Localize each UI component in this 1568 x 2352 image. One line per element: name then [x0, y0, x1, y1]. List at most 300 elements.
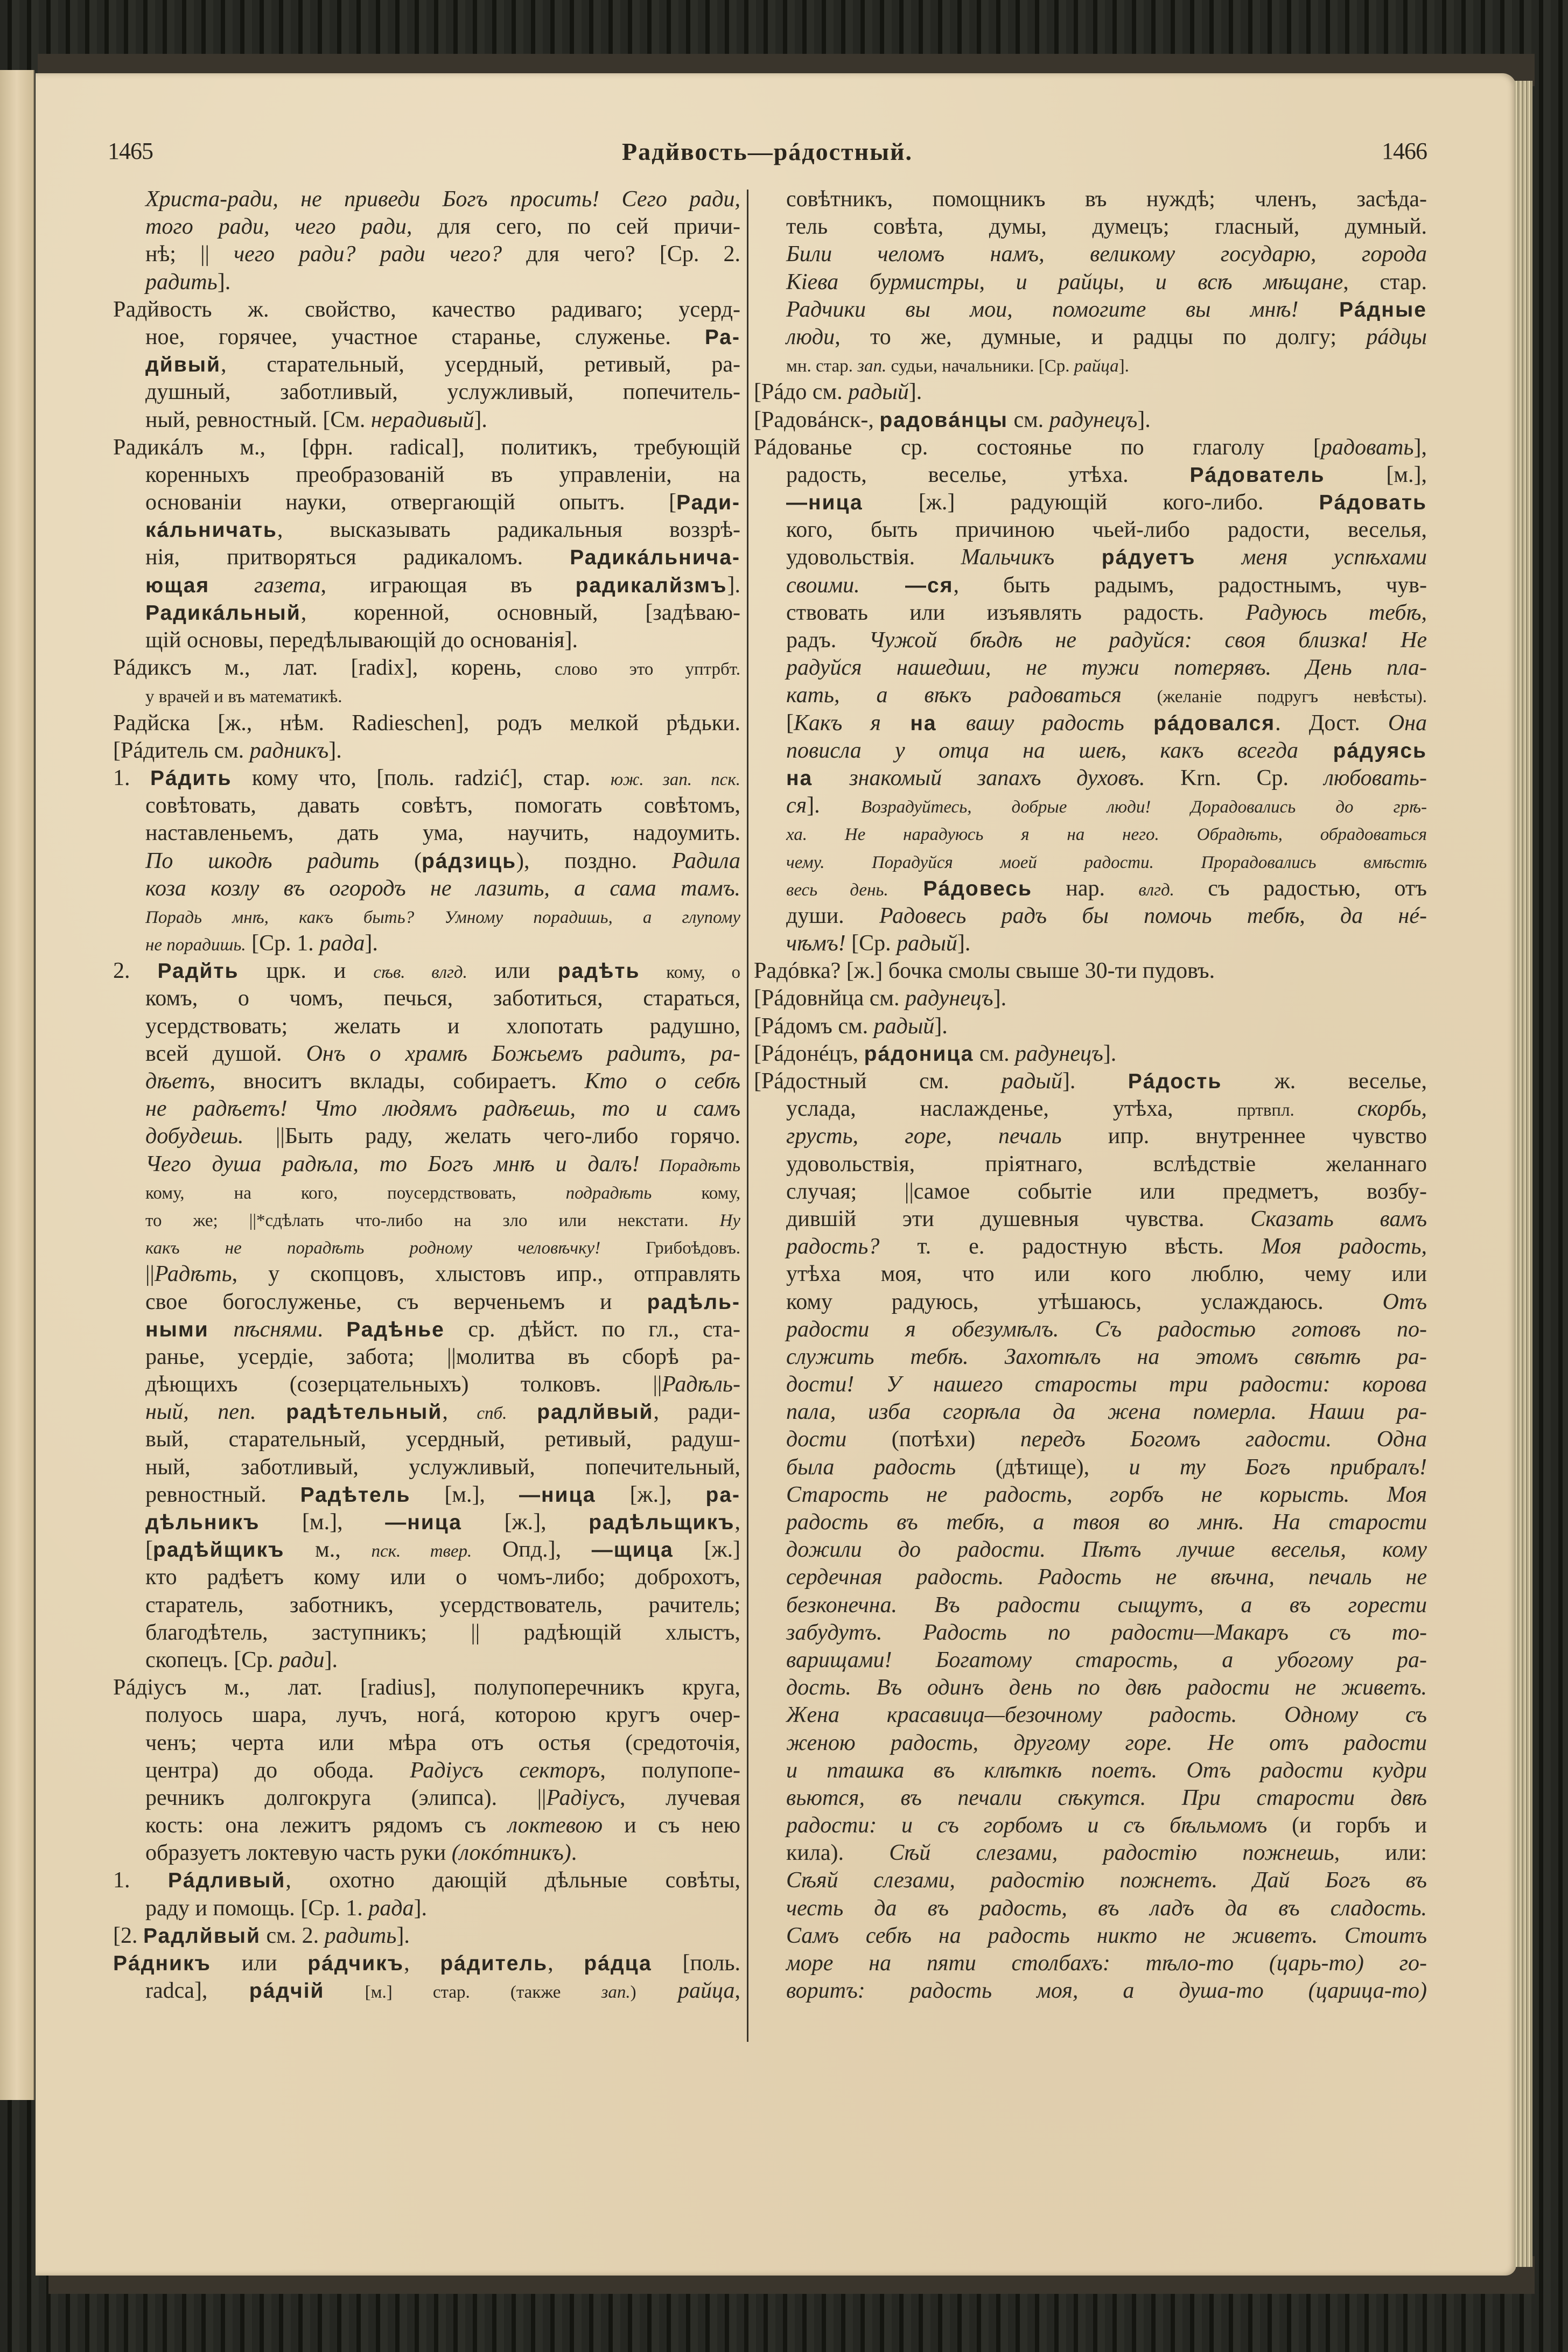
text-segment: или	[211, 1951, 308, 1976]
text-segment: Чужой бѣдѣ не радуйся: своя близка! Не	[869, 628, 1427, 653]
text-line	[113, 1178, 740, 1206]
text-segment: Кто о себѣ	[584, 1069, 740, 1094]
text-line	[113, 1261, 740, 1288]
page-header	[108, 137, 1427, 170]
text-segment: не радѣетъ! Что людямъ радѣешь, то и самъ	[145, 1096, 740, 1122]
headword: ющая	[145, 573, 254, 597]
text-segment: нія, притворяться радикаломъ.	[145, 545, 570, 570]
text-segment: (	[379, 848, 422, 873]
text-segment: радый	[1002, 1069, 1062, 1094]
text-line	[754, 489, 1427, 516]
text-line	[754, 820, 1427, 847]
text-line	[754, 1398, 1427, 1426]
headword: Рáдливый	[167, 1869, 286, 1893]
text-line	[113, 1922, 740, 1950]
text-line	[113, 1398, 740, 1426]
text-segment: сердечная радость. Радость не вѣчна, печаль не	[786, 1565, 1427, 1590]
text-segment: (дѣтище),	[956, 1454, 1129, 1480]
text-segment: подрадѣть	[565, 1183, 652, 1203]
headword: —ница	[786, 491, 863, 515]
text-line	[113, 1895, 740, 1922]
headword: рáдзиць	[421, 849, 517, 873]
text-segment: ].	[993, 986, 1007, 1011]
text-segment: женою радость, другому горе. Не отъ радости	[786, 1730, 1427, 1755]
text-line	[113, 1371, 740, 1398]
text-segment: [ж.] радующій кого-либо.	[863, 490, 1319, 515]
headword: —щица	[591, 1538, 674, 1562]
text-line	[754, 985, 1427, 1012]
text-segment: , быть радымъ, радостнымъ, чув-	[953, 572, 1427, 598]
text-segment: Сѣй слезами, радостію пожнешь,	[889, 1840, 1340, 1866]
column-divider	[747, 190, 748, 2042]
text-line	[113, 930, 740, 957]
text-segment: Рáдованье ср. состоянье по глаголу [	[754, 435, 1321, 460]
text-line	[113, 1426, 740, 1453]
text-line	[113, 351, 740, 379]
text-segment: кила).	[786, 1840, 890, 1866]
text-segment: и пташка въ клѣткѣ поетъ. Отъ радости кудри	[786, 1758, 1427, 1783]
text-segment: люди	[786, 324, 835, 349]
text-line	[113, 985, 740, 1012]
text-segment: была радость	[786, 1454, 956, 1480]
text-line	[754, 902, 1427, 930]
text-segment: Моя радость,	[1261, 1234, 1427, 1259]
text-segment: мн. стар.	[786, 356, 858, 376]
text-segment: Мальчикъ	[961, 545, 1055, 570]
text-segment: Радчики вы мои, помогите вы мнѣ!	[786, 297, 1299, 322]
headword: рáдца	[584, 1952, 652, 1975]
text-line	[113, 461, 740, 489]
text-segment: Радила	[671, 848, 740, 873]
text-segment: коза козлу въ огородъ не лазить, а сама тамъ.	[145, 876, 740, 901]
text-segment: ж. веселье,	[1222, 1069, 1427, 1094]
text-segment: ), поздно.	[516, 848, 672, 873]
headword: радовáнцы	[879, 408, 1008, 432]
headword: —ница	[385, 1511, 462, 1534]
text-segment: [Рáдо см.	[754, 380, 849, 405]
text-segment: юж. зап. пск.	[610, 769, 741, 789]
right-column	[754, 186, 1427, 2005]
text-segment: благодѣтель, заступникъ; || радѣющій хлыстъ,	[145, 1620, 740, 1645]
text-segment: кому, о	[640, 963, 741, 983]
text-segment: Ну	[719, 1210, 740, 1230]
text-segment: Грибоѣдовъ.	[600, 1238, 741, 1258]
text-segment: дившій эти душевныя чувства.	[786, 1206, 1251, 1231]
text-segment: ].	[1137, 407, 1151, 432]
text-segment: Радйска [ж., нѣм. Radieschen], родъ мелкой рѣдьки.	[113, 710, 740, 736]
text-line	[754, 957, 1427, 985]
headword: Радлйвый	[143, 1924, 261, 1948]
text-segment: дости	[786, 1427, 847, 1452]
text-segment: кому что, [поль. radzić], стар.	[232, 765, 611, 790]
text-segment: какъ не порадѣть родному человѣчку!	[145, 1238, 601, 1258]
text-segment: чѣмъ!	[786, 931, 846, 956]
text-segment: или:	[1340, 1840, 1427, 1866]
headword: Рáдовать	[1319, 491, 1427, 515]
text-segment: пск. твер.	[371, 1542, 472, 1562]
text-segment: совѣтникъ, помощникъ въ нуждѣ; членъ, засѣда-	[786, 187, 1427, 212]
text-segment: локтевою	[507, 1813, 603, 1838]
text-segment: , стар.	[1343, 269, 1427, 295]
text-segment: , охотно дающій дѣльные совѣты,	[285, 1868, 741, 1893]
text-segment: [	[786, 710, 794, 736]
headword: дйвый	[145, 353, 221, 377]
text-line	[754, 1178, 1427, 1206]
text-segment: [ж.]	[673, 1537, 741, 1563]
text-segment: [Рáдонéцъ,	[754, 1041, 864, 1066]
text-segment: сѣв. влгд.	[373, 963, 467, 983]
headword: —ся	[859, 573, 954, 597]
text-segment: полуось шара, лучъ, ногá, которою кругъ очер-	[145, 1703, 740, 1728]
text-segment: Радóвка? [ж.] бочка смолы свыше 30-ти пудовъ.	[754, 958, 1215, 984]
text-line	[754, 1261, 1427, 1288]
text-line	[754, 654, 1427, 682]
headword: на	[786, 766, 850, 790]
text-segment: ный, заботливый, услужливый, попечительный,	[145, 1454, 740, 1480]
text-segment: [ж.],	[461, 1510, 589, 1535]
text-segment: , старательный, усердный, ретивый, ра-	[221, 352, 740, 377]
text-segment: радость?	[786, 1234, 880, 1259]
text-line	[113, 1730, 740, 1757]
text-segment: слово это уптрбт.	[555, 660, 740, 680]
text-segment: и съ нею	[603, 1813, 740, 1838]
text-segment: ср. дѣйст. по гл., ста-	[444, 1317, 741, 1342]
text-segment: Радикáлъ м., [фрн. radical], политикъ, требующій	[113, 435, 740, 460]
text-segment: нар.	[1032, 876, 1139, 901]
text-segment: ное, горячее, участное старанье, служенье.	[145, 324, 705, 349]
text-segment: Радіусъ секторъ	[410, 1758, 600, 1783]
text-segment: не порадишь.	[145, 935, 246, 955]
text-segment: ].	[1062, 1069, 1128, 1094]
text-segment: основаніи науки, отвергающій опытъ. [	[145, 490, 677, 515]
text-line	[113, 682, 740, 709]
text-line	[754, 1564, 1427, 1591]
text-line	[754, 1619, 1427, 1647]
text-line	[754, 1426, 1427, 1453]
text-line	[754, 1784, 1427, 1812]
text-segment: служить тебѣ. Захотѣлъ на этомъ свѣтѣ ра-	[786, 1344, 1427, 1369]
text-line	[113, 1509, 740, 1536]
text-line	[754, 1289, 1427, 1316]
text-segment: кать, а вѣкъ радоваться	[786, 683, 1122, 708]
text-segment: (локóтникъ)	[451, 1840, 571, 1866]
text-segment: душный, заботливый, услужливый, попечитель-	[145, 380, 740, 405]
text-segment: радуйся нашедши, не тужи потерявъ. День пла-	[786, 655, 1427, 681]
text-segment: для чего? [Ср. 2.	[502, 242, 740, 267]
text-segment: чему. Порадуйся моей радости. Прорадовались вмѣстѣ	[786, 852, 1427, 872]
text-segment: чего ради? ради чего?	[234, 242, 502, 267]
text-segment: Рáдіусъ м., лат. [radius], полупоперечникъ круга,	[113, 1675, 740, 1700]
headword: радѣль-	[647, 1290, 740, 1314]
text-line	[754, 1674, 1427, 1702]
page-number-right: 1466	[1382, 138, 1427, 164]
text-segment: см.	[974, 1041, 1016, 1066]
text-segment: для сего, по сей причи-	[412, 214, 740, 240]
text-line	[113, 1233, 740, 1261]
text-segment: м.,	[284, 1537, 372, 1563]
text-segment: вьются, въ печали сѣкутся. При старости двѣ	[786, 1785, 1427, 1810]
text-segment: ствовать или изъявлять радость.	[786, 600, 1246, 625]
text-segment: Рáдиксъ м., лат. [radix], корень,	[113, 655, 555, 681]
text-segment: ,	[442, 1399, 477, 1425]
text-segment: радунецъ	[1049, 407, 1138, 432]
text-segment: честь да въ радость, въ ладъ да въ сладость.	[786, 1895, 1427, 1921]
text-line	[113, 820, 740, 847]
text-segment: райца	[636, 1978, 735, 2004]
text-line	[113, 1536, 740, 1564]
text-segment: меня успѣхами	[1195, 545, 1427, 570]
headword: Радѣнье	[346, 1318, 445, 1341]
headword: рáдовался	[1124, 711, 1276, 735]
text-line	[754, 269, 1427, 296]
text-line	[754, 1123, 1427, 1150]
headword: Ра-	[704, 325, 740, 349]
page-number-left: 1465	[108, 138, 153, 164]
text-segment: [Ср.	[845, 931, 897, 956]
text-segment: свое богослуженье, съ верченьемъ и	[145, 1289, 647, 1314]
text-segment: ченъ; черта или мѣра отъ остья (средоточія,	[145, 1730, 740, 1755]
text-segment: ный, пеп.	[145, 1399, 256, 1425]
headword: ными	[145, 1318, 234, 1341]
text-line	[754, 1867, 1427, 1894]
text-line	[113, 1674, 740, 1702]
text-segment: Христа-ради, не приведи Богъ просить! Сего ради,	[145, 187, 740, 212]
text-segment: пртвпл.	[1237, 1101, 1357, 1121]
text-segment: Били челомъ намъ, великому государю, города	[786, 242, 1427, 267]
text-line	[754, 682, 1427, 709]
text-line	[754, 848, 1427, 875]
text-segment: и ту Богъ прибралъ!	[1129, 1454, 1427, 1480]
text-segment: зап.	[857, 356, 887, 376]
headword: Радикáльнича-	[570, 546, 740, 570]
text-segment: Самъ себѣ на радость никто не живетъ. Стоитъ	[786, 1923, 1427, 1948]
text-line	[113, 544, 740, 571]
text-segment: , лучевая	[619, 1785, 741, 1810]
text-line	[113, 434, 740, 461]
headword: радѣтельный	[256, 1401, 443, 1424]
text-segment: ха. Не нарадуюсь я на него. Обрадѣть, обрадоваться	[786, 825, 1427, 845]
text-segment: см. 2.	[260, 1923, 325, 1948]
text-segment: души.	[786, 903, 879, 928]
text-segment: Радѣль-	[662, 1372, 740, 1397]
text-line	[754, 1206, 1427, 1233]
text-segment: Радѣть	[154, 1262, 232, 1287]
text-segment: радить	[324, 1923, 397, 1948]
text-line	[113, 241, 740, 268]
text-segment: забудутъ. Радость по радости—Макаръ съ то-	[786, 1620, 1427, 1645]
headword: Рáдить	[150, 766, 232, 790]
text-segment: Кіева бурмистры, и райцы, и всѣ мѣщане	[786, 269, 1343, 295]
text-segment: радить	[145, 269, 218, 295]
text-line	[754, 296, 1427, 324]
text-segment: весь день.	[786, 880, 888, 900]
text-segment: радый	[897, 931, 957, 956]
text-segment: ||	[145, 1262, 155, 1287]
text-line	[113, 213, 740, 241]
text-segment: ].	[414, 1895, 427, 1921]
text-segment: ,	[734, 1510, 740, 1535]
text-segment: райца	[1074, 356, 1119, 376]
headword: рáдоница	[864, 1042, 974, 1066]
text-line	[113, 1343, 740, 1371]
text-segment: удовольствія, пріятнаго, вслѣдствіе желаннаго	[786, 1151, 1427, 1177]
text-segment: передъ Богомъ гадости. Одна	[1020, 1427, 1427, 1452]
text-segment: щій основы, передѣлывающій до основанія].	[145, 628, 578, 653]
text-segment: ся	[786, 793, 807, 818]
text-segment: [м.] стар. (также	[324, 1983, 601, 2003]
text-segment: [Рáдостный см.	[754, 1069, 1002, 1094]
text-segment: нѣ; ||	[145, 242, 234, 267]
text-line	[754, 1151, 1427, 1178]
headword: радѣльщикъ	[589, 1511, 735, 1534]
text-line	[754, 1922, 1427, 1950]
headword: рáдчій	[249, 1979, 325, 2003]
text-segment: образуетъ локтевую часть руки	[145, 1840, 452, 1866]
text-segment: радунецъ	[905, 986, 993, 1011]
text-segment: ,	[404, 1951, 440, 1976]
text-line	[754, 710, 1427, 737]
text-segment: ].	[365, 931, 378, 956]
text-segment: рáдцы	[1366, 324, 1427, 349]
text-line	[754, 1647, 1427, 1674]
text-segment: комъ, о чомъ, печься, заботиться, стараться,	[145, 986, 740, 1011]
text-line	[754, 1895, 1427, 1922]
text-segment: услада, наслажденье, утѣха,	[786, 1096, 1237, 1122]
text-line	[113, 765, 740, 792]
text-segment: ипр. внутреннее чувство	[1061, 1124, 1427, 1149]
text-segment: , то же, думные, и радцы по долгу;	[835, 324, 1367, 349]
text-segment: ].	[217, 269, 231, 295]
text-segment: ный, ревностный. [См.	[145, 407, 371, 432]
text-line	[113, 1013, 740, 1040]
text-segment: повисла у отца на шеѣ, какъ всегда	[786, 738, 1298, 763]
text-line	[113, 1123, 740, 1150]
text-line	[754, 765, 1427, 792]
text-line	[754, 737, 1427, 765]
headword: —ница	[519, 1483, 596, 1507]
text-segment: дѣетъ	[145, 1069, 210, 1094]
text-segment: [2.	[113, 1923, 143, 1948]
text-segment: удовольствія.	[786, 545, 961, 570]
text-line	[113, 957, 740, 985]
text-segment: влгд.	[1138, 880, 1174, 900]
text-segment: радость въ тебѣ, а твоя во мнѣ. На старости	[786, 1510, 1427, 1535]
text-line	[113, 1757, 740, 1784]
headword: дѣльникъ	[145, 1511, 260, 1534]
text-segment: ,	[548, 1951, 584, 1976]
text-line	[113, 710, 740, 737]
running-title: Радйвость—рáдостный.	[621, 138, 913, 165]
text-line	[754, 544, 1427, 571]
text-segment: Сѣяй слезами, радостію пожнетъ. Дай Богъ въ	[786, 1868, 1427, 1893]
text-line	[754, 1233, 1427, 1261]
text-segment: ].	[1118, 356, 1129, 376]
headword: Рáдователь	[1189, 463, 1325, 487]
text-segment: радовать	[1320, 435, 1414, 460]
text-segment: Порадь мнѣ, какъ быть? Умному порадишь, а глупому	[145, 907, 740, 927]
text-segment: radca],	[145, 1978, 249, 2004]
text-line	[754, 1371, 1427, 1398]
headword: Радйть	[157, 960, 239, 983]
text-segment: совѣтовать, давать совѣтъ, помогать совѣтомъ,	[145, 793, 740, 818]
text-line	[754, 1509, 1427, 1536]
text-segment: дости! У нашего старосты три радости: корова	[786, 1372, 1427, 1397]
text-line	[113, 1040, 740, 1068]
text-segment: кого, быть причиною чьей-либо радости, веселья,	[786, 517, 1427, 543]
text-line	[754, 1095, 1427, 1123]
text-segment: радости я обезумѣлъ. Съ радостью готовъ по-	[786, 1317, 1427, 1342]
headword: рáдуетъ	[1054, 546, 1196, 570]
text-segment: Krn. Ср.	[1145, 765, 1324, 790]
text-segment: [Рáдитель см.	[113, 738, 250, 763]
headword: рáдуясь	[1298, 739, 1427, 762]
text-segment: кому, на кого, поусердствовать,	[145, 1183, 566, 1203]
text-segment: рада	[319, 931, 365, 956]
text-segment: ].	[324, 1647, 338, 1672]
text-segment: ],	[1413, 435, 1427, 460]
text-line	[754, 1730, 1427, 1757]
text-segment: скопецъ. [Ср.	[145, 1647, 279, 1672]
text-segment: [м.],	[260, 1510, 386, 1535]
text-segment: 1.	[113, 765, 150, 790]
text-segment: Онъ о храмѣ Божьемъ радитъ, ра-	[306, 1041, 740, 1066]
text-line	[754, 434, 1427, 461]
text-segment: [м.],	[410, 1482, 519, 1507]
text-segment: , вноситъ вклады, собираетъ.	[209, 1069, 585, 1094]
text-line	[113, 737, 740, 765]
text-segment: усердствовать; желать и хлопотать радушно,	[145, 1013, 740, 1039]
page-stack-edge	[1514, 81, 1532, 2267]
text-segment: Жена красавица—безочному радость. Одному съ	[786, 1703, 1427, 1728]
text-segment: [ж.],	[596, 1482, 706, 1507]
text-line	[754, 241, 1427, 268]
text-segment: ].	[727, 572, 740, 598]
text-segment: Порадѣть	[639, 1156, 740, 1175]
text-line	[754, 1536, 1427, 1564]
headword: радикалйзмъ	[575, 573, 727, 597]
text-line	[113, 627, 740, 654]
text-line	[754, 379, 1427, 406]
text-segment: , ради-	[653, 1399, 740, 1425]
text-segment: ].	[1103, 1041, 1117, 1066]
headword: радѣйщикъ	[153, 1538, 285, 1562]
text-segment: [Рáдовнйца см.	[754, 986, 905, 1011]
text-line	[754, 875, 1427, 902]
text-segment: судьи, начальники. [Ср.	[886, 356, 1074, 376]
headword: Рáдникъ	[113, 1952, 211, 1975]
headword: Рáдовесь	[888, 877, 1033, 900]
text-line	[754, 1481, 1427, 1509]
text-line	[754, 351, 1427, 379]
text-line	[754, 461, 1427, 489]
text-line	[113, 654, 740, 682]
text-segment: коренныхъ преобразованій въ управленіи, на	[145, 462, 740, 487]
text-segment: ].	[396, 1923, 410, 1948]
text-segment: своими.	[786, 572, 860, 598]
text-segment: [Радовáнск-,	[754, 407, 880, 432]
text-line	[113, 1812, 740, 1839]
text-segment: Какъ я	[794, 710, 881, 736]
text-line	[113, 792, 740, 820]
text-line	[754, 1454, 1427, 1481]
text-segment: всей душой.	[145, 1041, 306, 1066]
text-segment: радость, веселье, утѣха.	[786, 462, 1190, 487]
text-line	[113, 1095, 740, 1123]
text-segment: Отъ	[1382, 1289, 1427, 1314]
text-segment: наставленьемъ, дать ума, научить, надоумить.	[145, 821, 740, 846]
headword: ра-	[705, 1483, 740, 1507]
text-segment: кому радуюсь, утѣшаюсь, услаждаюсь.	[786, 1289, 1383, 1314]
